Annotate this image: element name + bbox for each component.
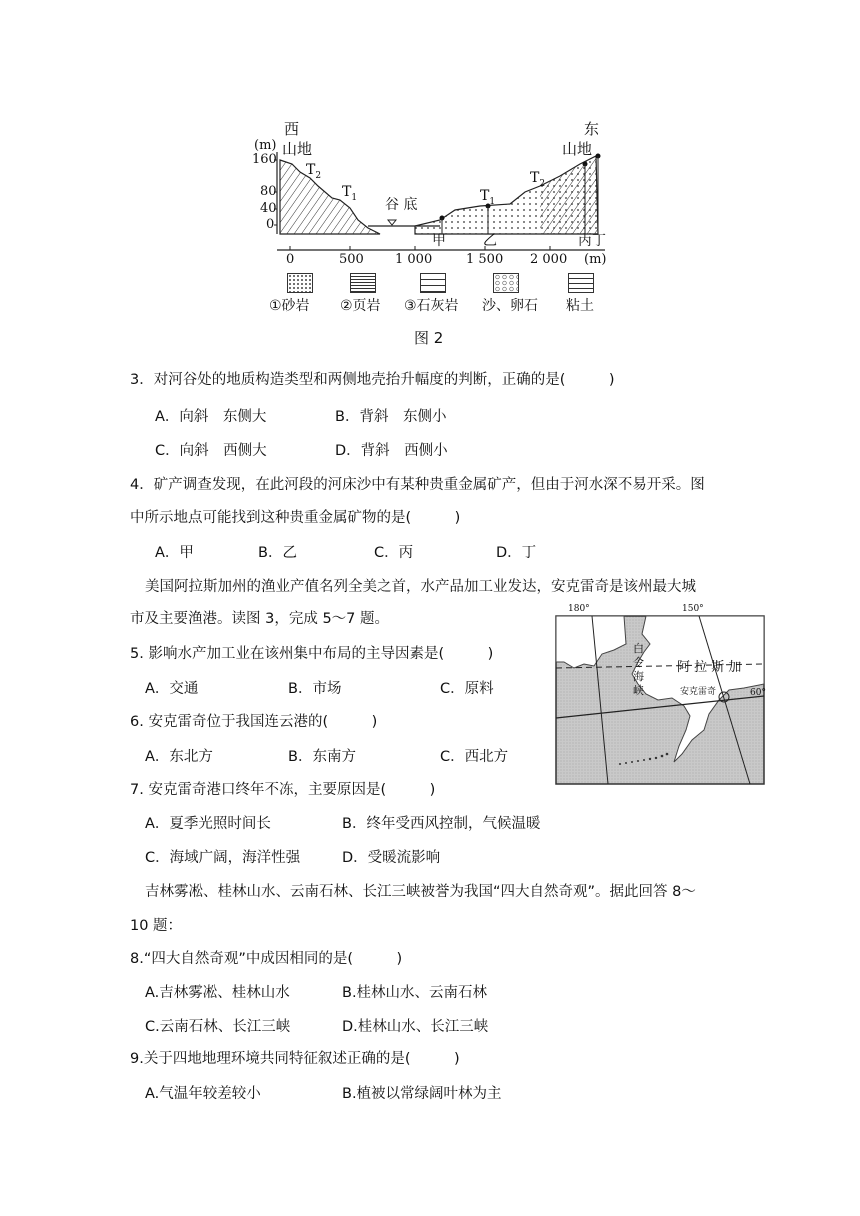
x-tick-1000: 1 000: [395, 252, 433, 267]
point-jia: 甲: [432, 233, 446, 249]
figure-2-caption: 图 2: [414, 329, 444, 347]
legend-shale-swatch: [350, 273, 376, 293]
question-5-option-b[interactable]: B．市场: [288, 681, 342, 697]
y-tick-160: 160: [252, 152, 277, 167]
question-9-option-b[interactable]: B.植被以常绿阔叶林为主: [342, 1086, 502, 1102]
y-tick-0: 0: [266, 217, 275, 232]
passage-alaska-line2: 市及主要渔港。读图 3，完成 5～7 题。: [130, 611, 390, 627]
legend-clay-swatch: [568, 273, 594, 293]
legend-limestone-swatch: [420, 273, 446, 293]
legend-shale-label: ②页岩: [340, 298, 381, 314]
question-3-option-a[interactable]: A．向斜 东侧大: [155, 409, 267, 425]
question-9-option-a[interactable]: A.气温年较差较小: [145, 1086, 261, 1102]
legend-sandstone-swatch: [287, 273, 313, 293]
question-4-stem-line2: 中所示地点可能找到这种贵重金属矿物的是( ): [130, 510, 461, 526]
map-lon-180: 180°: [568, 604, 590, 614]
x-unit: (m): [584, 252, 607, 267]
west-label: 西: [284, 120, 300, 138]
passage-wonders-line1: 吉林雾凇、桂林山水、云南石林、长江三峡被誉为我国“四大自然奇观”。据此回答 8～: [145, 884, 696, 900]
question-6-stem: 6. 安克雷奇位于我国连云港的( ): [130, 714, 378, 730]
legend-limestone-label: ③石灰岩: [404, 298, 459, 314]
map-anchorage-label: 安克雷奇: [680, 687, 717, 697]
east-label: 东: [584, 120, 600, 138]
terrace-t2-west: $T_2$: [306, 162, 322, 181]
question-7-stem: 7. 安克雷奇港口终年不冻，主要原因是( ): [130, 782, 436, 798]
y-tick-40: 40: [260, 201, 277, 216]
legend-sandstone-label: ①砂岩: [269, 298, 310, 314]
map-lat-60: 60°: [750, 688, 766, 698]
question-6-option-a[interactable]: A．东北方: [145, 749, 213, 765]
question-3-option-c[interactable]: C．向斜 西侧大: [155, 443, 267, 459]
terrace-t2-east: $T_2$: [530, 170, 546, 189]
question-3-option-d[interactable]: D．背斜 西侧小: [335, 443, 448, 459]
y-unit: (m): [254, 138, 277, 153]
legend-clay-label: 粘土: [566, 298, 594, 314]
question-6-option-b[interactable]: B．东南方: [288, 749, 356, 765]
question-8-option-a[interactable]: A.吉林雾凇、桂林山水: [145, 985, 290, 1001]
map-bering-strait-label: 白 令 海 峡: [633, 642, 644, 697]
question-5-stem: 5. 影响水产加工业在该州集中布局的主导因素是( ): [130, 646, 494, 662]
x-tick-1500: 1 500: [466, 252, 504, 267]
question-4-option-a[interactable]: A．甲: [155, 545, 194, 561]
question-7-option-a[interactable]: A．夏季光照时间长: [145, 816, 271, 832]
legend-gravel-swatch: [493, 273, 519, 293]
question-9-stem: 9.关于四地地理环境共同特征叙述正确的是( ): [130, 1051, 460, 1067]
passage-alaska-line1: 美国阿拉斯加州的渔业产值名列全美之首，水产品加工业发达，安克雷奇是该州最大城: [145, 579, 696, 595]
figure-3-map: [554, 604, 766, 786]
question-3-option-b[interactable]: B．背斜 东侧小: [335, 409, 447, 425]
terrace-t1-west: $T_1$: [342, 184, 358, 203]
question-4-stem-line1: 4．矿产调查发现，在此河段的河床沙中有某种贵重金属矿产，但由于河水深不易开采。图: [130, 477, 705, 493]
west-sub-label: 山地: [282, 140, 313, 158]
question-4-option-d[interactable]: D．丁: [496, 545, 537, 561]
point-yi: 乙: [483, 233, 497, 249]
question-8-stem: 8.“四大自然奇观”中成因相同的是( ): [130, 951, 403, 967]
x-tick-500: 500: [339, 252, 364, 267]
map-alaska-label: 阿 拉 斯 加: [677, 660, 742, 675]
x-tick-2000: 2 000: [530, 252, 568, 267]
question-7-option-d[interactable]: D．受暖流影响: [342, 850, 441, 866]
west-slope: [280, 160, 380, 234]
question-5-option-a[interactable]: A．交通: [145, 681, 199, 697]
question-7-option-c[interactable]: C．海域广阔，海洋性强: [145, 850, 301, 866]
question-5-option-c[interactable]: C．原料: [440, 681, 494, 697]
question-8-option-b[interactable]: B.桂林山水、云南石林: [342, 985, 488, 1001]
question-7-option-b[interactable]: B．终年受西风控制，气候温暖: [342, 816, 541, 832]
question-3-stem: 3．对河谷处的地质构造类型和两侧地壳抬升幅度的判断，正确的是( ): [130, 372, 615, 388]
question-4-option-c[interactable]: C．丙: [374, 545, 414, 561]
question-8-option-d[interactable]: D.桂林山水、长江三峡: [342, 1019, 489, 1035]
valley-marker: [388, 220, 396, 225]
question-4-option-b[interactable]: B．乙: [258, 545, 297, 561]
map-lon-150: 150°: [682, 604, 704, 614]
valley-label: 谷 底: [385, 197, 418, 213]
point-bing-ding: 丙丁: [578, 233, 606, 249]
legend-gravel-label: 沙、卵石: [482, 298, 538, 314]
east-sub-label: 山地: [562, 140, 593, 158]
passage-wonders-line2: 10 题：: [130, 918, 183, 934]
x-tick-0: 0: [286, 252, 295, 267]
y-tick-80: 80: [260, 184, 277, 199]
question-6-option-c[interactable]: C．西北方: [440, 749, 509, 765]
question-8-option-c[interactable]: C.云南石林、长江三峡: [145, 1019, 291, 1035]
terrace-t1-east: $T_1$: [480, 188, 496, 207]
